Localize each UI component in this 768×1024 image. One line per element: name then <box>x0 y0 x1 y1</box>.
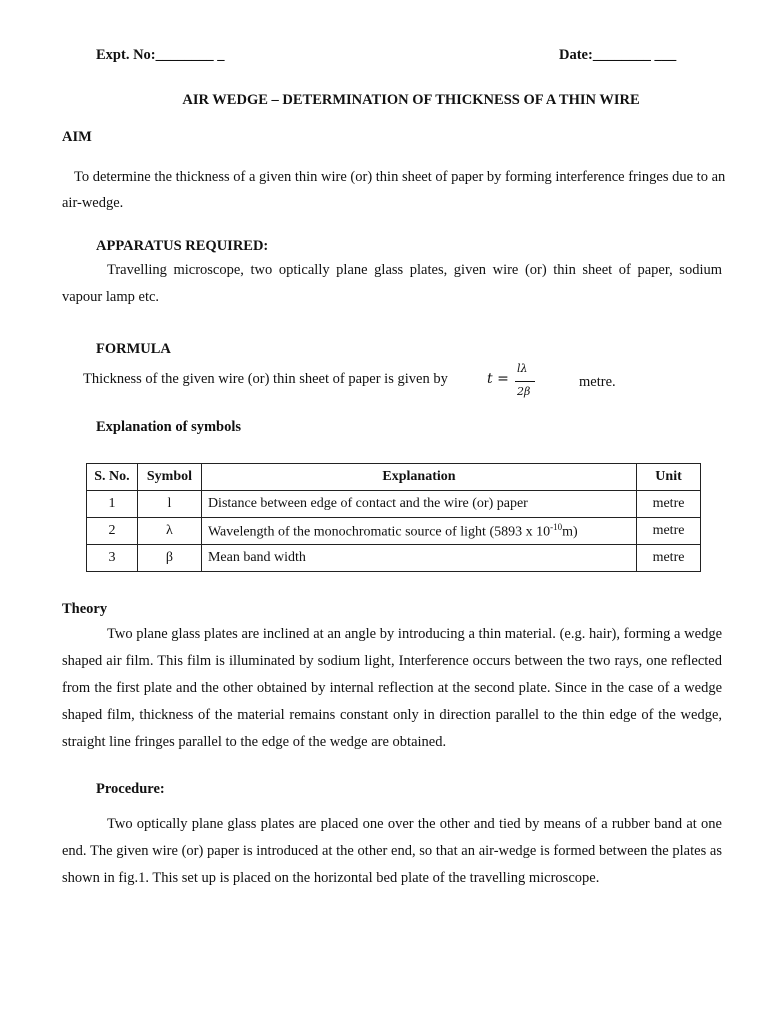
cell-symbol: β <box>137 545 201 572</box>
exponent: -10 <box>550 521 563 532</box>
table-row <box>87 545 701 572</box>
cell-symbol: l <box>137 491 201 518</box>
formula-lhs: t = <box>487 371 509 387</box>
table-row <box>87 518 701 545</box>
cell-explanation <box>201 518 636 545</box>
explanation-text: Wavelength of the monochromatic source of light (5893 x 10 <box>207 524 551 540</box>
table-header-row <box>87 464 701 491</box>
cell-symbol: λ <box>137 518 201 545</box>
formula-denominator: 2β <box>517 385 531 398</box>
theory-heading: Theory <box>62 601 108 617</box>
apparatus-heading: APPARATUS REQUIRED: <box>96 238 269 254</box>
formula-equation <box>487 361 547 403</box>
apparatus-text: Travelling microscope, two optically plane glass plates, given wire (or) thin sheet of paper, sodium vapour lamp etc. <box>62 262 722 305</box>
theory-text: Two plane glass plates are inclined at an angle by introducing a thin material. (e.g. hair), forming a wedge shaped air film. This film is illuminated by sodium light, Interference occurs between the two rays, one reflected from the first plate and the other obtained by internal reflection at the second plate. Since in the case of a wedge shaped film, thickness of the material remains constant only in direction parallel to the thin edge of the wedge, straight line fringes parallel to the edge of the wedge are obtained. <box>62 626 722 750</box>
procedure-heading: Procedure: <box>96 781 165 797</box>
column-header-unit: Unit <box>637 464 701 491</box>
cell-unit: metre <box>637 518 701 545</box>
aim-text-line1: To determine the thickness of a given thin wire (or) thin sheet of paper by forming interference fringes due to an <box>74 169 726 185</box>
table-row <box>87 491 701 518</box>
cell-explanation: Mean band width <box>201 545 636 572</box>
column-header-sno: S. No. <box>87 464 138 491</box>
explanation-suffix: m) <box>562 524 578 540</box>
date-label: Date:________ ___ <box>559 47 677 63</box>
cell-unit: metre <box>637 545 701 572</box>
aim-text-line2: air-wedge. <box>62 195 124 211</box>
column-header-symbol: Symbol <box>137 464 201 491</box>
page-title: AIR WEDGE – DETERMINATION OF THICKNESS OF A THIN WIRE <box>182 92 640 108</box>
theory-paragraph <box>62 621 722 756</box>
aim-heading: AIM <box>62 129 92 145</box>
cell-sno: 2 <box>87 518 138 545</box>
cell-unit: metre <box>637 491 701 518</box>
apparatus-paragraph <box>62 257 722 311</box>
formula-heading: FORMULA <box>96 341 171 357</box>
column-header-explanation: Explanation <box>201 464 636 491</box>
cell-explanation: Distance between edge of contact and the wire (or) paper <box>201 491 636 518</box>
fraction-bar <box>515 381 535 382</box>
formula-text: Thickness of the given wire (or) thin sheet of paper is given by <box>83 371 448 387</box>
cell-sno: 1 <box>87 491 138 518</box>
formula-numerator: lλ <box>517 362 528 375</box>
formula-unit: metre. <box>579 374 616 390</box>
symbols-table <box>86 463 701 572</box>
expt-no-label: Expt. No:________ _ <box>96 47 225 63</box>
procedure-paragraph <box>62 811 722 892</box>
symbols-heading: Explanation of symbols <box>96 419 242 435</box>
cell-sno: 3 <box>87 545 138 572</box>
procedure-text: Two optically plane glass plates are placed one over the other and tied by means of a rubber band at one end. The given wire (or) paper is introduced at the other end, so that an air-wedge is formed between the plates as shown in fig.1. This set up is placed on the horizontal bed plate of the travelling microscope. <box>62 816 722 886</box>
